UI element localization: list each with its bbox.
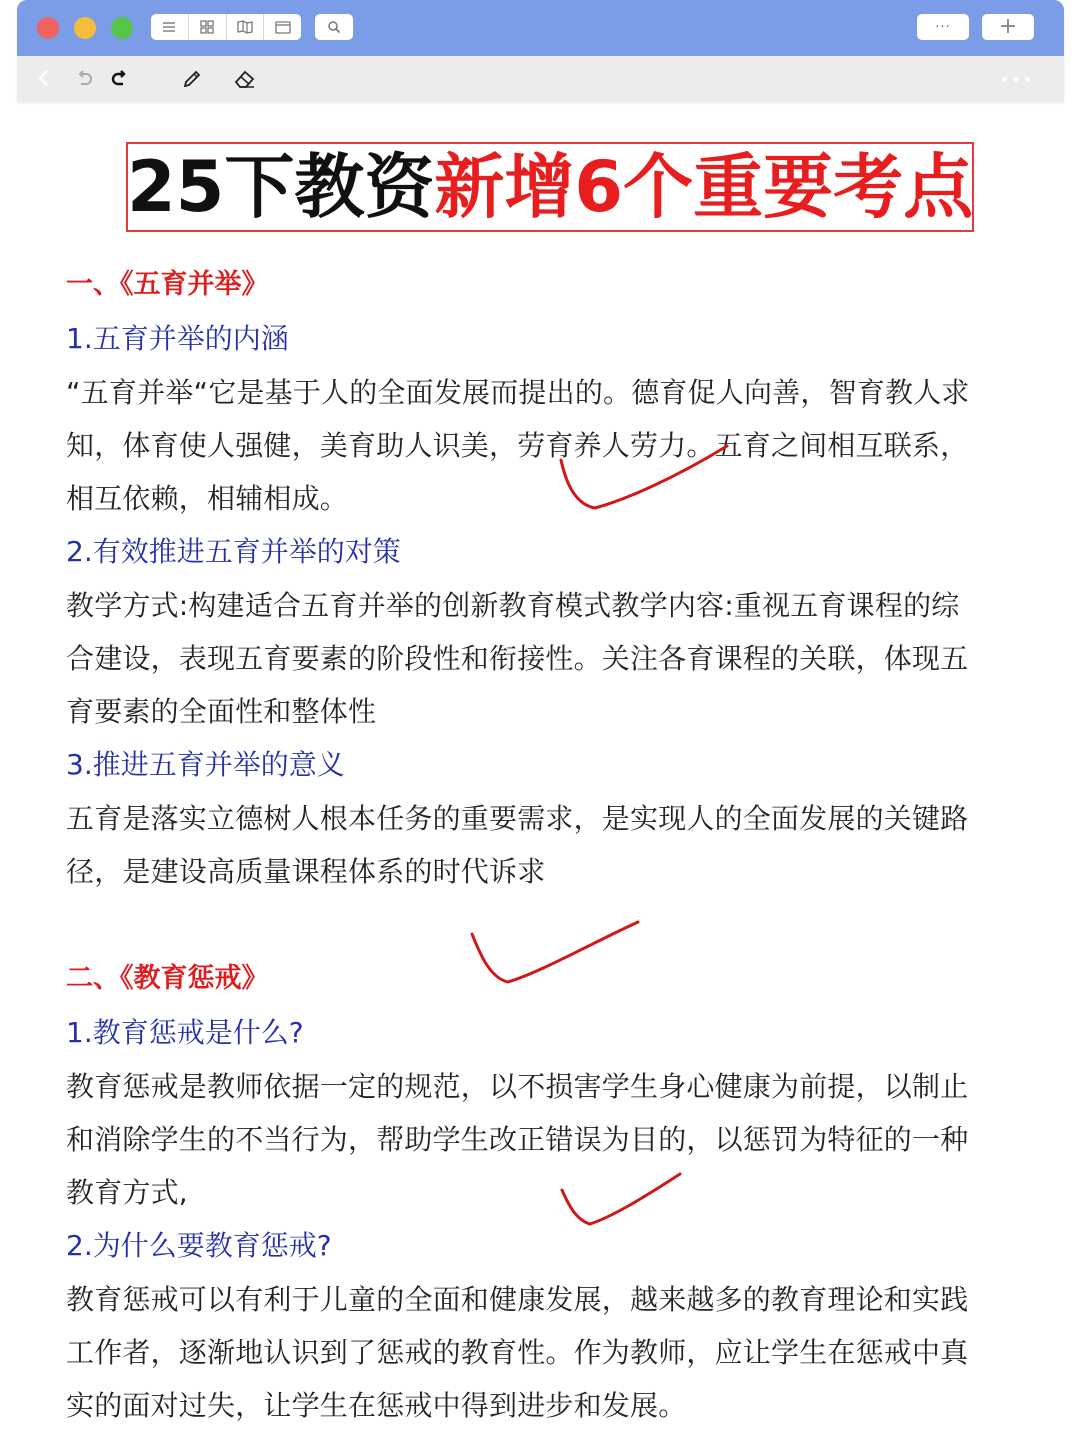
subheading: 1.教育惩戒是什么? — [66, 1016, 304, 1049]
paragraph-line: 径，是建设高质量课程体系的时代诉求 — [66, 855, 546, 888]
note-content — [66, 258, 1014, 1432]
paragraph — [66, 366, 1014, 525]
section-heading: 一、《五育并举》 — [66, 269, 269, 300]
page-title — [126, 142, 974, 232]
paragraph-line: 育要素的全面性和整体性 — [66, 695, 377, 728]
paragraph-line: 合建设，表现五育要素的阶段性和衔接性。关注各育课程的关联，体现五 — [66, 642, 969, 675]
search-button[interactable] — [315, 14, 353, 40]
grid-icon — [200, 20, 214, 34]
paragraph-line: 工作者，逐渐地认识到了惩戒的教育性。作为教师，应让学生在惩戒中真 — [66, 1336, 969, 1369]
app-window-chrome — [17, 0, 1064, 102]
list-view-button[interactable] — [151, 14, 189, 40]
undo-icon — [75, 68, 95, 88]
chevron-left-icon — [37, 68, 51, 88]
redo-icon — [109, 68, 129, 88]
paragraph-line: 教育惩戒可以有利于儿童的全面和健康发展，越来越多的教育理论和实践 — [66, 1283, 969, 1316]
dots-icon: ••• — [999, 70, 1034, 89]
paragraph-line: 五育是落实立德树人根本任务的重要需求，是实现人的全面发展的关键路 — [66, 802, 969, 835]
paragraph — [66, 579, 1014, 738]
subheading: 2.有效推进五育并举的对策 — [66, 535, 401, 568]
page-title-red: 新增6个重要考点 — [434, 146, 974, 228]
page-title-black: 25下教资 — [126, 146, 435, 228]
paragraph-line: 教学方式:构建适合五育并举的创新教育模式教学内容:重视五育课程的综 — [66, 589, 960, 622]
redo-button[interactable] — [109, 68, 129, 88]
back-button[interactable] — [37, 68, 51, 88]
pen-icon — [181, 68, 203, 90]
paragraph-line: “五育并举“它是基于人的全面发展而提出的。德育促人向善，智育教人求 — [66, 376, 970, 409]
ellipsis-icon: ··· — [935, 19, 951, 35]
edit-toolbar — [17, 56, 1064, 102]
pen-tool-button[interactable] — [181, 68, 203, 90]
window-view-button[interactable] — [264, 14, 301, 40]
more-options-button[interactable] — [917, 14, 969, 40]
grid-view-button[interactable] — [189, 14, 227, 40]
paragraph-line: 和消除学生的不当行为，帮助学生改正错误为目的，以惩罚为特征的一种 — [66, 1123, 969, 1156]
paragraph-line: 知，体育使人强健，美育助人识美，劳育养人劳力。五育之间相互联系， — [66, 429, 969, 462]
close-window-button[interactable] — [37, 17, 59, 39]
paragraph — [66, 792, 1014, 898]
paragraph-line: 实的面对过失，让学生在惩戒中得到进步和发展。 — [66, 1389, 687, 1422]
subheading: 1.五育并举的内涵 — [66, 322, 289, 355]
eraser-tool-button[interactable] — [233, 68, 257, 90]
book-icon — [237, 20, 253, 34]
section-gap — [66, 898, 1014, 952]
book-view-button[interactable] — [227, 14, 265, 40]
paragraph — [66, 1060, 1014, 1219]
zoom-window-button[interactable] — [111, 17, 133, 39]
plus-icon: + — [998, 14, 1018, 39]
eraser-icon — [233, 68, 257, 90]
view-mode-group — [151, 14, 301, 40]
subheading: 3.推进五育并举的意义 — [66, 748, 345, 781]
section-heading: 二、《教育惩戒》 — [66, 963, 269, 994]
add-button[interactable] — [982, 14, 1034, 40]
title-bar — [17, 0, 1064, 56]
list-icon — [162, 21, 176, 33]
undo-button[interactable] — [75, 68, 95, 88]
overflow-menu-button[interactable] — [1000, 70, 1034, 89]
paragraph-line: 相互依赖，相辅相成。 — [66, 482, 349, 515]
paragraph — [66, 1273, 1014, 1432]
minimize-window-button[interactable] — [74, 17, 96, 39]
search-icon — [327, 20, 341, 34]
paragraph-line: 教育方式, — [66, 1176, 188, 1209]
subheading: 2.为什么要教育惩戒? — [66, 1229, 332, 1262]
paragraph-line: 教育惩戒是教师依据一定的规范，以不损害学生身心健康为前提，以制止 — [66, 1070, 969, 1103]
window-icon — [275, 21, 291, 34]
